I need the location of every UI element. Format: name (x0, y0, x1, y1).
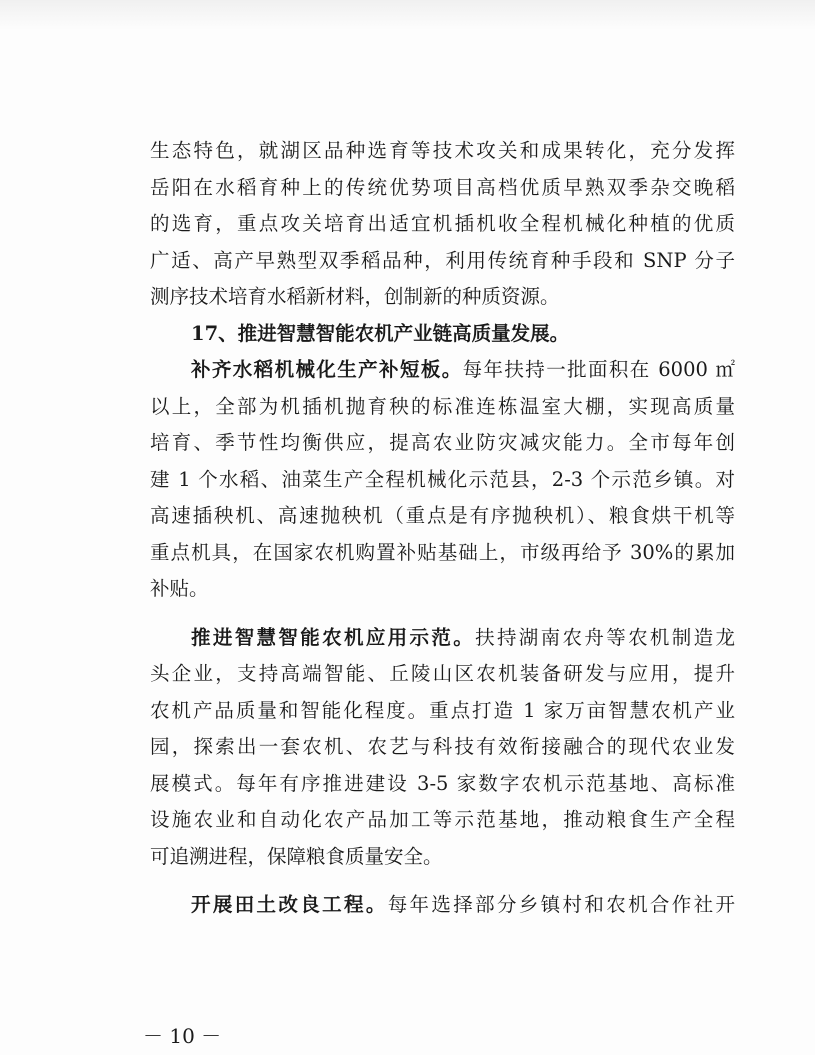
text-line: 以上，全部为机插机抛育秧的标准连栋温室大棚，实现高质量 (150, 394, 735, 418)
text-line: 高速插秧机、高速抛秧机（重点是有序抛秧机）、粮食烘干机等 (150, 504, 735, 527)
text-line: 展模式。每年有序推进建设 3-5 家数字农机示范基地、高标准 (150, 771, 735, 795)
text-line: 建 1 个水稻、油菜生产全程机械化示范县，2-3 个示范乡镇。对 (150, 467, 735, 491)
text-line: 岳阳在水稻育种上的传统优势项目高档优质早熟双季杂交晚稻 (150, 175, 735, 199)
paragraph-gap (150, 608, 735, 620)
page-number: － 10 － (143, 1024, 222, 1048)
text-line: 测序技术培育水稻新材料，创制新的种质资源。 (150, 285, 560, 308)
paragraph-lead-rest: 扶持湖南农舟等农机制造龙 (475, 625, 735, 649)
text-line: 头企业，支持高端智能、丘陵山区农机装备研发与应用，提升 (150, 662, 735, 685)
paragraph-first-line (150, 352, 735, 389)
paragraph-lead: 补齐水稻机械化生产补短板。 (191, 358, 463, 381)
paragraph-first-line (150, 620, 735, 657)
text-line: 园，探索出一套农机、农艺与科技有效衔接融合的现代农业发 (150, 735, 735, 758)
text-line: 生态特色，就湖区品种选育等技术攻关和成果转化，充分发挥 (150, 139, 735, 162)
text-line: 广适、高产早熟型双季稻品种，利用传统育种手段和 SNP 分子 (150, 248, 735, 272)
body-text (150, 133, 735, 924)
paragraph-lead: 推进智慧智能农机应用示范。 (191, 625, 476, 649)
paragraph-first-line (150, 887, 735, 924)
text-line: 设施农业和自动化农产品加工等示范基地，推动粮食生产全程 (150, 808, 735, 831)
paragraph-lead-rest: 每年选择部分乡镇村和农机合作社开 (387, 893, 735, 916)
text-line: 培育、季节性均衡供应，提高农业防灾减灾能力。全市每年创 (150, 431, 735, 454)
paragraph-lead-rest: 每年扶持一批面积在 6000 ㎡ (462, 358, 735, 381)
paragraph-gap (150, 875, 735, 887)
text-line: 的选育，重点攻关培育出适宜机插机收全程机械化种植的优质 (150, 212, 735, 235)
text-line: 补贴。 (150, 577, 209, 600)
text-line: 重点机具，在国家农机购置补贴基础上，市级再给予 30%的累加 (150, 540, 735, 564)
section-heading: 17、推进智慧智能农机产业链高质量发展。 (191, 321, 570, 345)
scan-top-shadow (0, 0, 815, 30)
text-line: 可追溯进程，保障粮食质量安全。 (150, 844, 443, 868)
paragraph-lead: 开展田土改良工程。 (191, 893, 388, 916)
text-line: 农机产品质量和智能化程度。重点打造 1 家万亩智慧农机产业 (150, 698, 735, 722)
